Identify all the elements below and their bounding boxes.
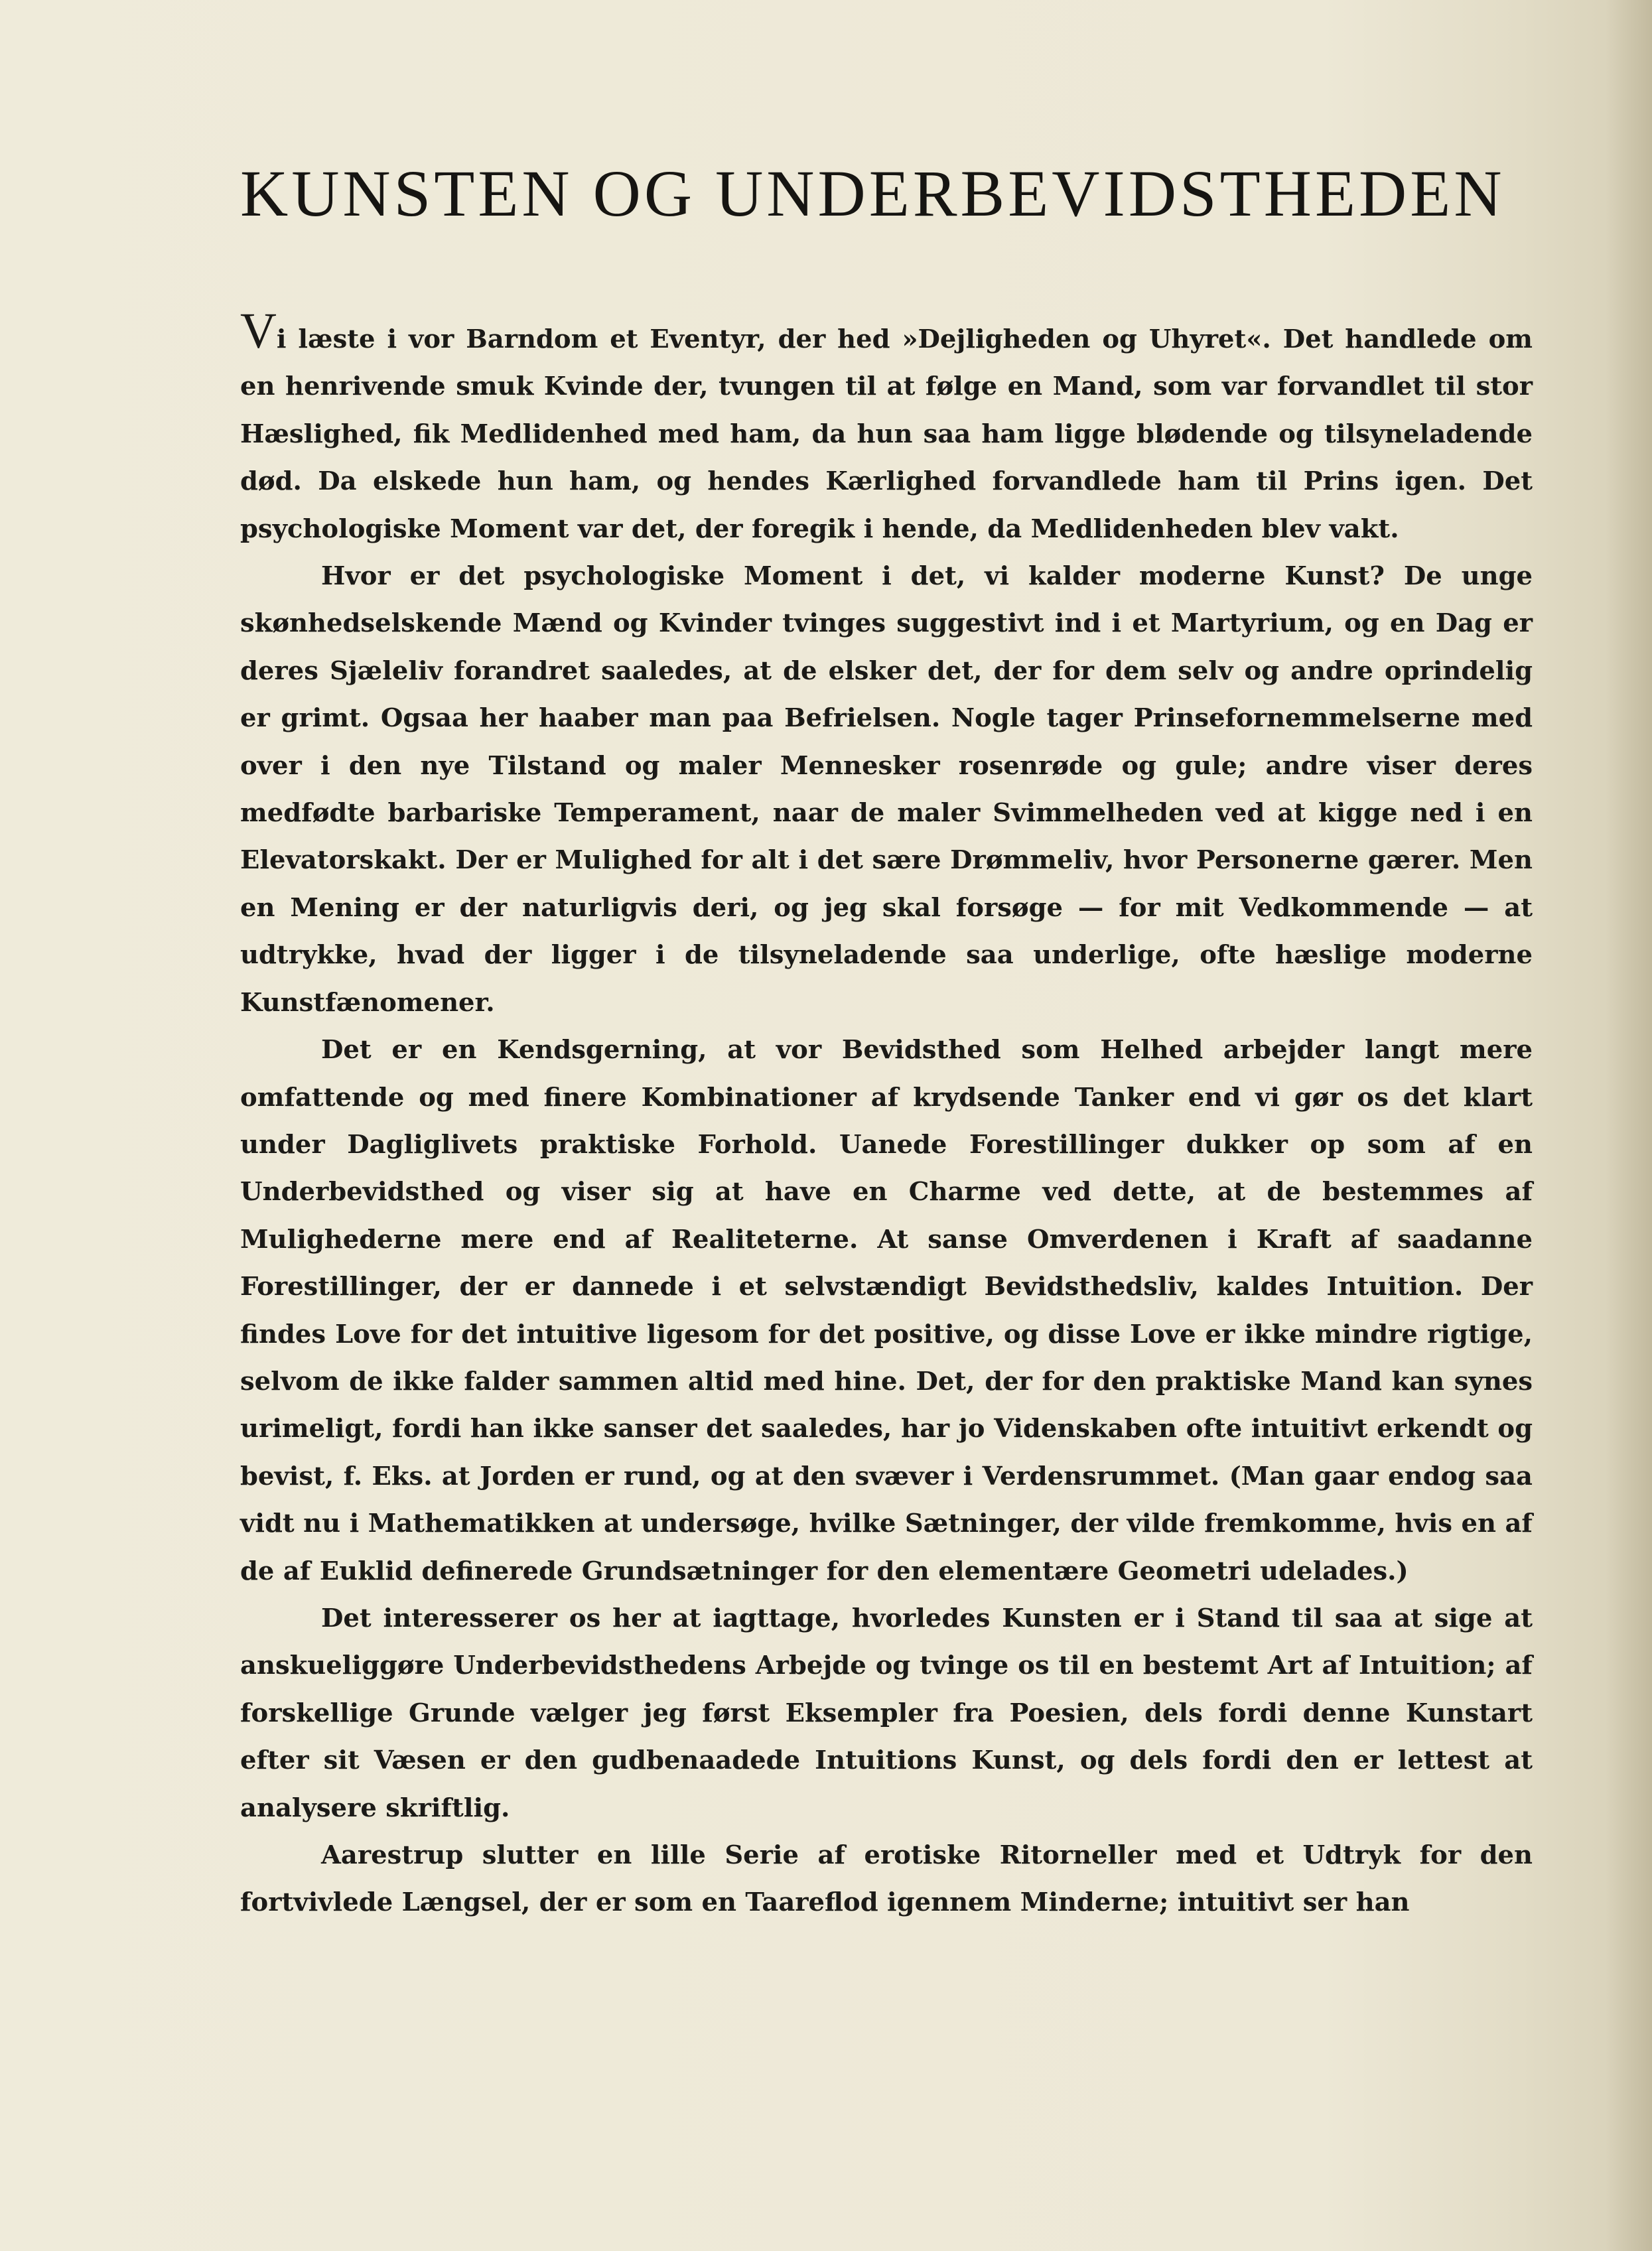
paragraph-3: Det er en Kendsgerning, at vor Bevidsthed som Helhed arbejder langt mere omfattende og med finere Kombinationer af krydsende Tanker end vi gør os det klart under Dagliglivets praktiske Forhold. Uanede Forestillinger dukker op som af en Underbevidsthed og viser sig at have en Charme ved dette, at de bestemmes af Mulighederne mere end af Realiteterne. At sanse Omverdenen i Kraft af saadanne Forestillinger, der er dannede i et selvstændigt Bevidsthedsliv, kaldes Intuition. Der findes Love for det intuitive ligesom for det positive, og disse Love er ikke mindre rigtige, selvom de ikke falder sammen altid med hine. Det, der for den praktiske Mand kan synes urimeligt, fordi han ikke sanser det saaledes, har jo Videnskaben ofte intuitivt erkendt og bevist, f. Eks. at Jorden er rund, og at den svæver i Verdensrummet. (Man gaar endog saa vidt nu i Mathematikken at undersøge, hvilke Sætninger, der vilde fremkomme, hvis en af de af Euklid definerede Grundsætninger for den elementære Geometri udelades.) [240, 1035, 1533, 1586]
paragraph-5: Aarestrup slutter en lille Serie af erotiske Ritorneller med et Udtryk for den fortvivlede Længsel, der er som en Taareflod igennem Minderne; intuitivt ser han [240, 1840, 1533, 1918]
paragraph-2: Hvor er det psychologiske Moment i det, vi kalder moderne Kunst? De unge skønhedselskende Mænd og Kvinder tvinges suggestivt ind i et Martyrium, og en Dag er deres Sjæleliv forandret saaledes, at de elsker det, der for dem selv og andre oprindelig er grimt. Ogsaa her haaber man paa Befrielsen. Nogle tager Prinsefornemmelserne med over i den nye Tilstand og maler Mennesker rosenrøde og gule; andre viser deres medfødte barbariske Temperament, naar de maler Svimmelheden ved at kigge ned i en Elevatorskakt. Der er Mulighed for alt i det sære Drømmeliv, hvor Personerne gærer. Men en Mening er der naturligvis deri, og jeg skal forsøge — for mit Vedkommende — at udtrykke, hvad der ligger i de tilsyneladende saa underlige, ofte hæslige moderne Kunstfænomener. [240, 561, 1533, 1018]
article-body [240, 303, 1533, 1927]
page-title: KUNSTEN OG UNDERBEVIDSTHEDEN [240, 157, 1505, 230]
page-edge-shadow [1606, 0, 1652, 2251]
paragraph-1 [240, 303, 1533, 553]
drop-cap: V [240, 303, 277, 359]
paragraph-1-text: i læste i vor Barndom et Eventyr, der hed »Dejligheden og Uhyret«. Det handlede om en henrivende smuk Kvinde der, tvungen til at følge en Mand, som var forvandlet til stor Hæslighed, fik Medlidenhed med ham, da hun saa ham ligge blødende og tilsyneladende død. Da elskede hun ham, og hendes Kærlighed forvandlede ham til Prins igen. Det psychologiske Moment var det, der foregik i hende, da Medlidenheden blev vakt. [240, 324, 1533, 544]
paragraph-4: Det interesserer os her at iagttage, hvorledes Kunsten er i Stand til saa at sige at anskueliggøre Underbevidsthedens Arbejde og tvinge os til en bestemt Art af Intuition; af forskellige Grunde vælger jeg først Eksempler fra Poesien, dels fordi denne Kunstart efter sit Væsen er den gudbenaadede Intuitions Kunst, og dels fordi den er lettest at analysere skriftlig. [240, 1603, 1533, 1823]
